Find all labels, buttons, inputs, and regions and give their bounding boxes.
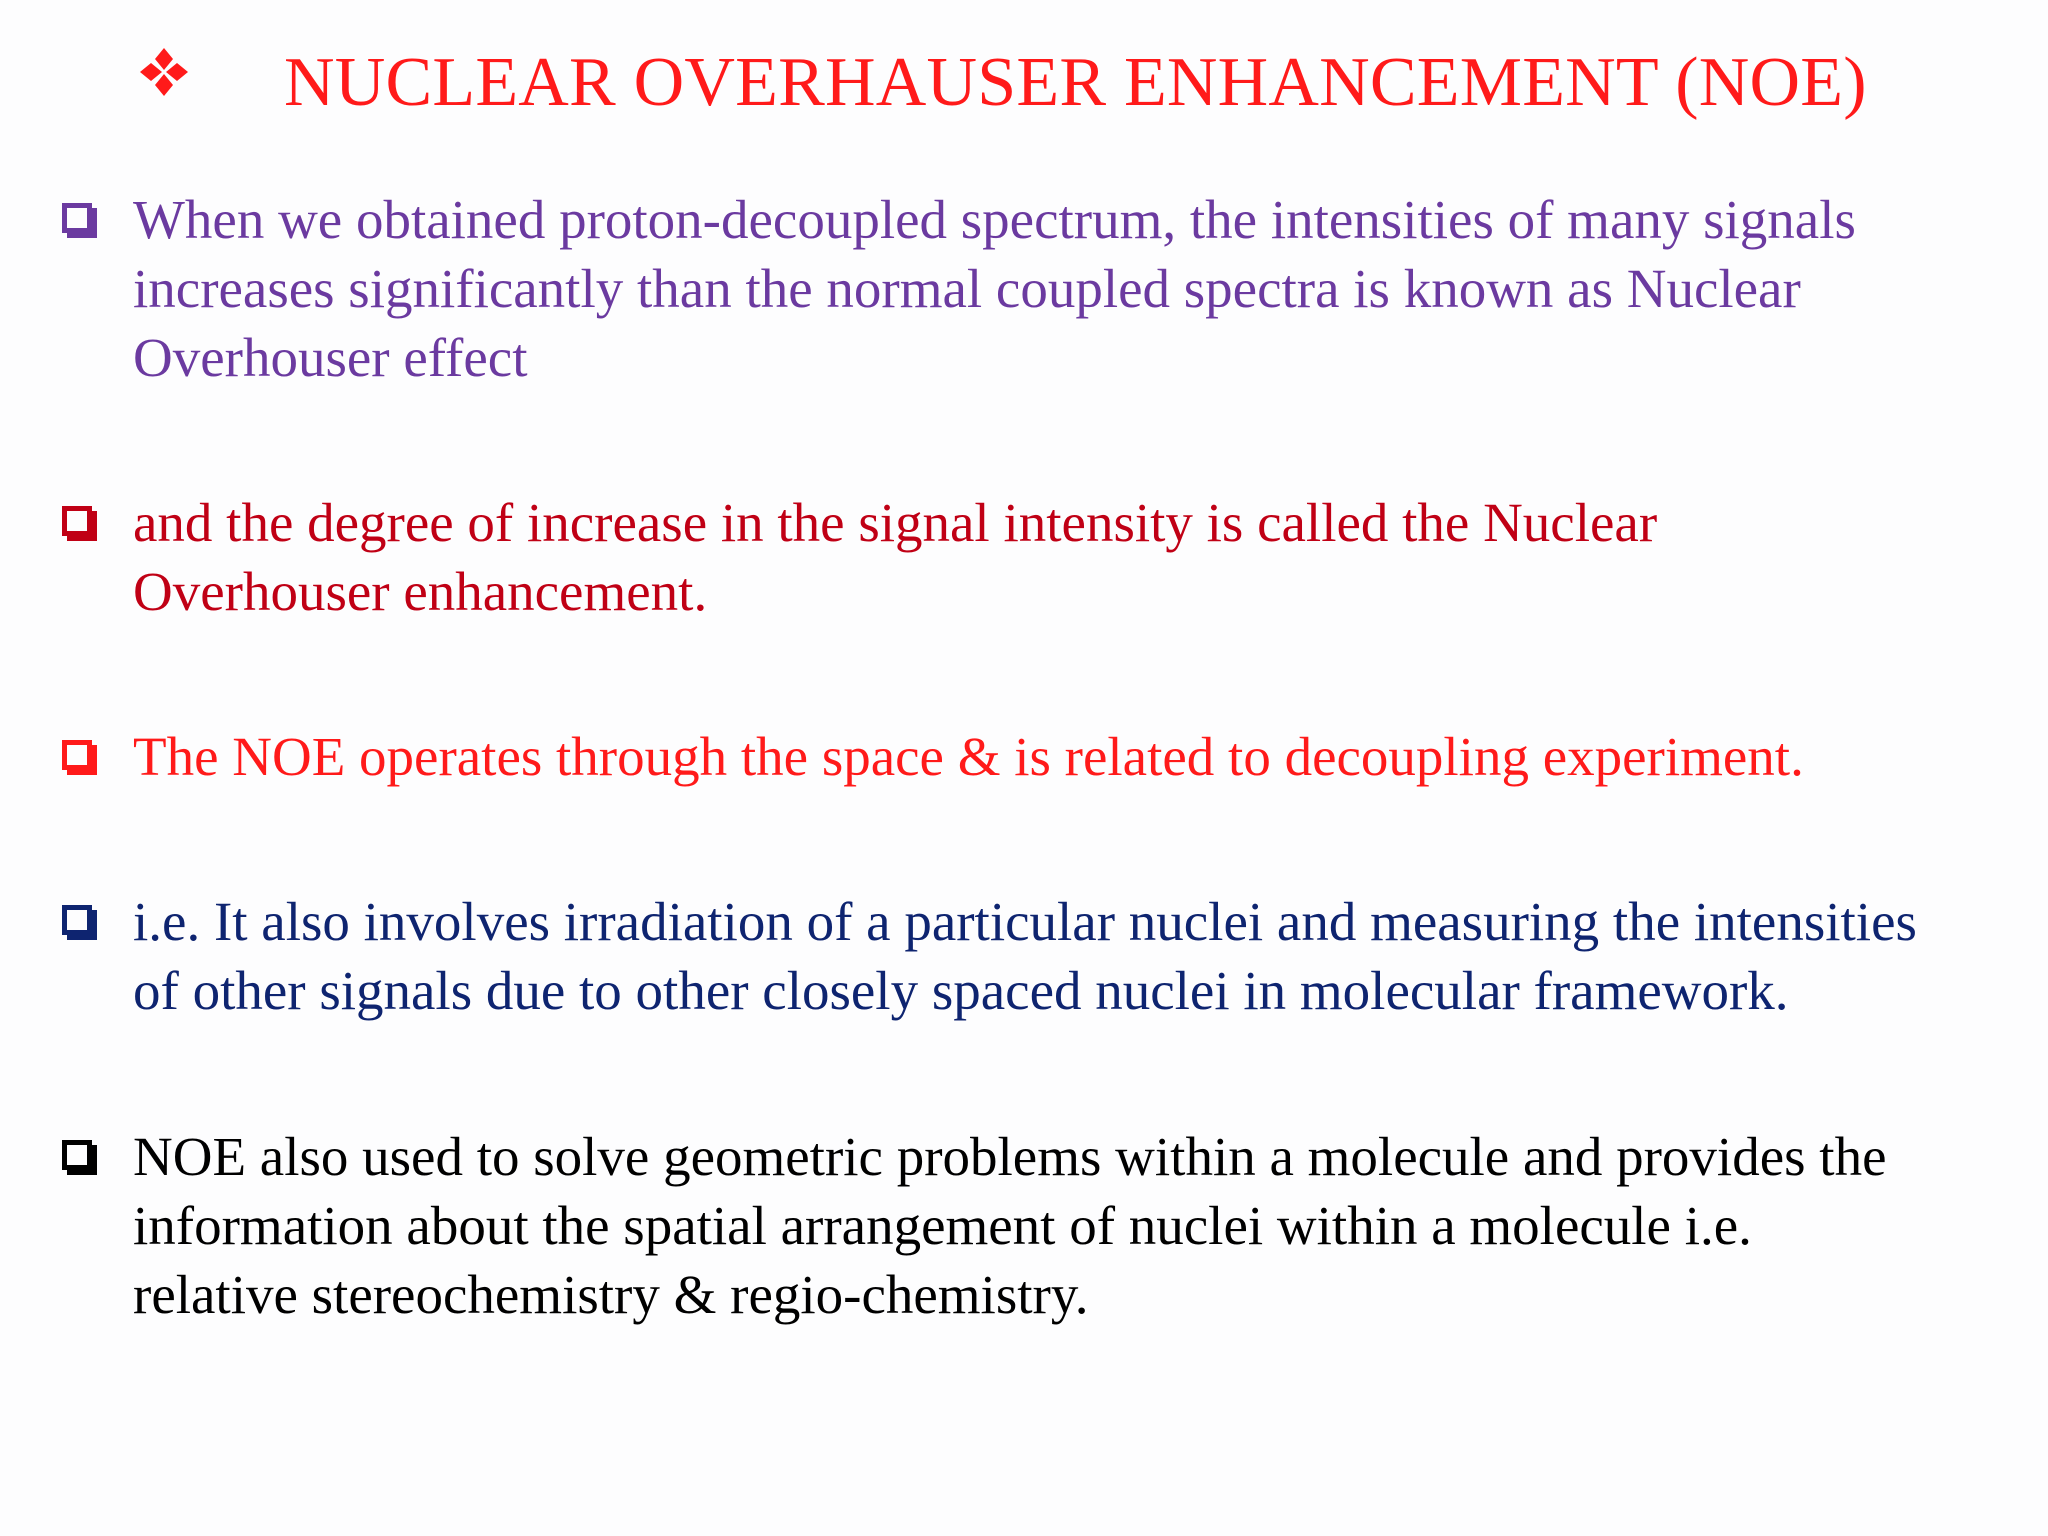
bullet-text: NOE also used to solve geometric problems within a molecule and provides the information about the spatial arrangement of nuclei within a molecule i.e. relative stereochemistry & regio-chemistry. xyxy=(133,1126,1887,1325)
hollow-square-bullet-icon xyxy=(62,905,92,935)
four-diamond-ornament-icon xyxy=(138,46,190,98)
hollow-square-bullet-icon xyxy=(62,1140,92,1170)
bullet-text: The NOE operates through the space & is related to decoupling experiment. xyxy=(133,726,1804,787)
bullet-text: and the degree of increase in the signal intensity is called the Nuclear Overhouser enhancement. xyxy=(133,492,1658,622)
bullet-text: i.e. It also involves irradiation of a particular nuclei and measuring the intensities of other signals due to other closely spaced nuclei in molecular framework. xyxy=(133,891,1917,1021)
slide-title xyxy=(0,38,2048,128)
hollow-square-bullet-icon xyxy=(62,203,92,233)
page-title: NUCLEAR OVERHAUSER ENHANCEMENT (NOE) xyxy=(284,44,1867,121)
hollow-square-bullet-icon xyxy=(62,506,92,536)
bullet-text: When we obtained proton-decoupled spectrum, the intensities of many signals increases significantly than the normal coupled spectra is known as Nuclear Overhouser effect xyxy=(133,189,1856,388)
hollow-square-bullet-icon xyxy=(62,740,92,770)
